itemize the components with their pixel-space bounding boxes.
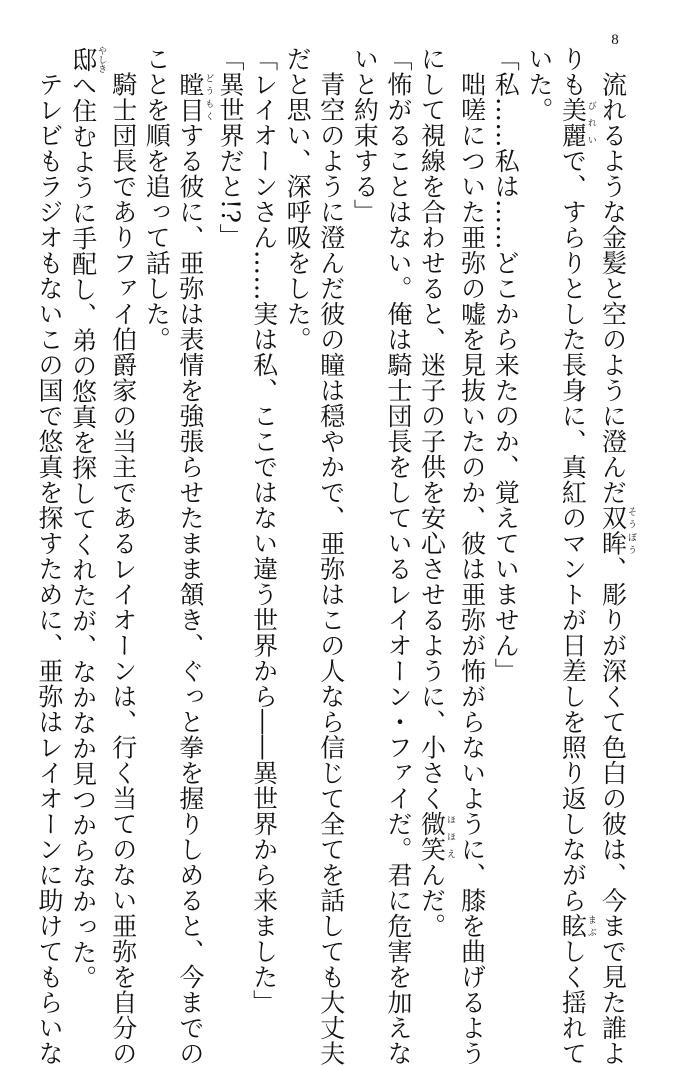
- ruby-reading: ほほえ: [445, 811, 455, 862]
- text-line: [213, 46, 247, 946]
- ruby-base: 邸: [69, 46, 98, 73]
- text-line: [489, 46, 523, 946]
- text-line: [522, 46, 556, 946]
- ruby-reading: そうぼう: [626, 505, 636, 556]
- text-line: [173, 46, 213, 946]
- text-line: [415, 46, 455, 946]
- ruby-reading: びれい: [586, 97, 596, 148]
- text-line: [106, 46, 140, 946]
- text-line: [247, 46, 281, 946]
- text-segment: 「レイオーンさん……実は私、ここではない違う世界から――異世界から来ました」: [250, 46, 279, 1015]
- ruby-reading: やしき: [96, 46, 106, 73]
- ruby-annotated-word: [69, 46, 98, 72]
- text-segment: する彼に、亜弥は表情を強張らせたまま頷き、ぐっと拳を握りしめると、今までの: [176, 123, 205, 1066]
- text-segment: [176, 46, 205, 72]
- text-line: [281, 46, 315, 946]
- text-segment: しく揺れて: [558, 939, 587, 1066]
- text-segment: 「怖がることはない。俺は騎士団長をしているレイオーン・ファイだ。君に危害を加えな: [384, 46, 413, 1066]
- text-segment: 青空のように澄んだ彼の瞳は穏やかで、亜弥はこの人なら信じて全てを話しても大丈夫: [317, 46, 346, 1066]
- text-line: [32, 46, 66, 946]
- ruby-annotated-word: [558, 97, 587, 148]
- novel-body-text: [32, 46, 636, 946]
- text-segment: 、彫りが深くて色白の彼は、今まで見た誰よ: [599, 556, 628, 1066]
- text-line: [596, 46, 636, 946]
- text-line: [66, 46, 106, 946]
- ruby-annotated-word: [599, 505, 628, 556]
- text-segment: へ住むように手配し、弟の悠真を探してくれたが、なかなか見つからなかった。: [69, 72, 98, 990]
- text-segment: りも: [558, 46, 587, 97]
- text-segment: いた。: [525, 46, 554, 123]
- ruby-base: 微笑: [418, 811, 447, 862]
- text-line: [140, 46, 174, 946]
- page-number: 8: [600, 32, 630, 49]
- ruby-annotated-word: [558, 913, 587, 939]
- text-segment: テレビもラジオもないこの国で悠真を探すために、亜弥はレイオーンに助けてもらいな: [35, 46, 64, 1066]
- ruby-reading: まぶ: [586, 913, 596, 939]
- text-segment: 「異世界だと!?」: [216, 46, 245, 249]
- text-line: [348, 46, 382, 946]
- text-segment: いと約束する」: [350, 46, 379, 225]
- text-line: [381, 46, 415, 946]
- ruby-base: 眩: [558, 913, 587, 939]
- text-segment: にして視線を合わせると、迷子の子供を安心させるように、小さく: [418, 46, 447, 811]
- text-line: [556, 46, 596, 946]
- text-line: [455, 46, 489, 946]
- text-segment: で、すらりとした長身に、真紅のマントが日差しを照り返しながら: [558, 148, 587, 913]
- ruby-reading: どうもく: [203, 72, 213, 123]
- ruby-annotated-word: [176, 72, 205, 123]
- text-line: [314, 46, 348, 946]
- ruby-base: 瞠目: [176, 72, 205, 123]
- text-segment: だと思い、深呼吸をした。: [283, 46, 312, 352]
- text-segment: 「私……私は……どこから来たのか、覚えていません」: [491, 46, 520, 684]
- text-segment: んだ。: [418, 862, 447, 939]
- text-segment: 咄嗟についた亜弥の嘘を見抜いたのか、彼は亜弥が怖がらないように、膝を曲げるよう: [458, 46, 487, 1066]
- ruby-base: 美麗: [558, 97, 587, 148]
- text-segment: 流れるような金髪と空のように澄んだ: [599, 46, 628, 505]
- text-segment: 騎士団長でありファイ伯爵家の当主であるレイオーンは、行く当てのない亜弥を自分の: [109, 46, 138, 1066]
- text-segment: ことを順を追って話した。: [142, 46, 171, 352]
- ruby-base: 双眸: [599, 505, 628, 556]
- ruby-annotated-word: [418, 811, 447, 862]
